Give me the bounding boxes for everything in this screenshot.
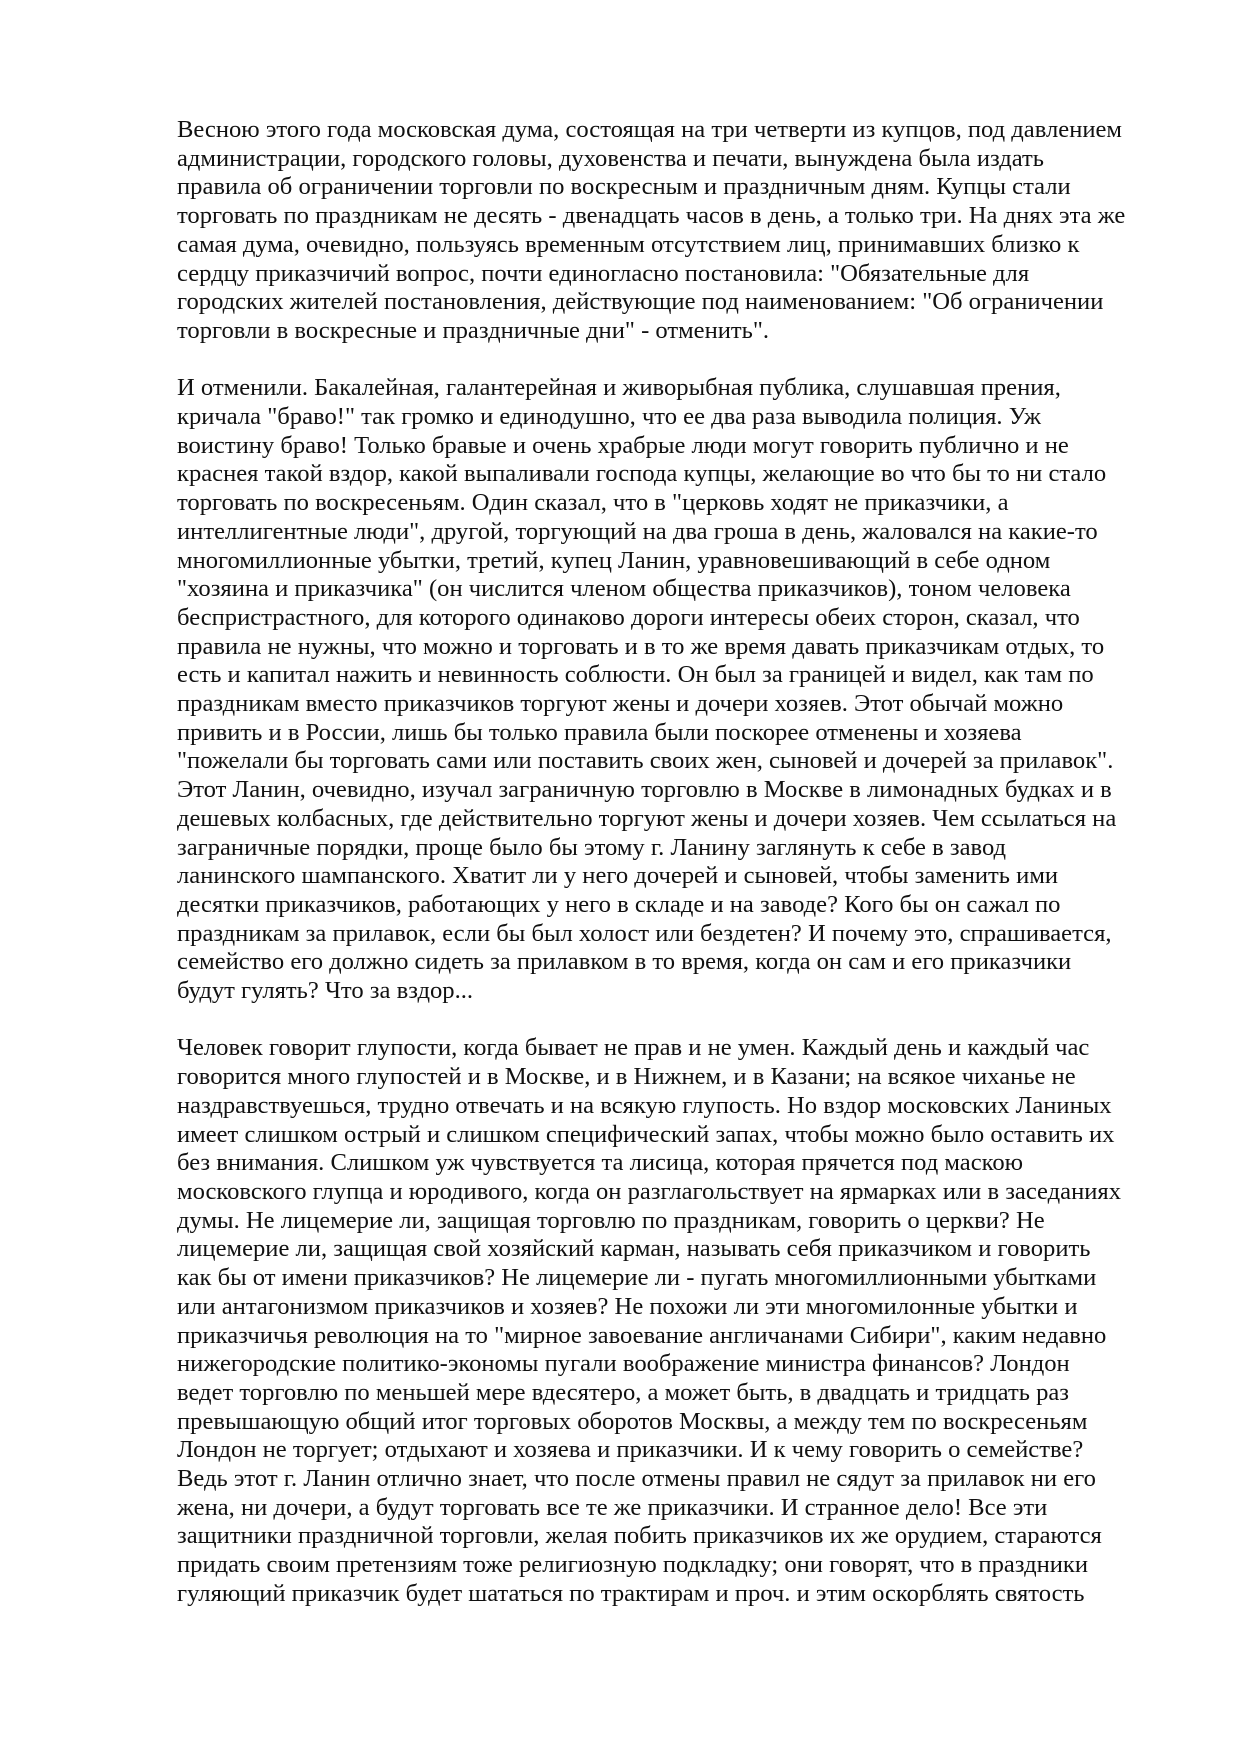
paragraph-duma-rules: Весною этого года московская дума, состоящая на три четверти из купцов, под давлением администрации, городского головы, духовенства и печати, вынуждена была издать правила об ограничении торговли по воскресным и праздничным дням. Купцы стали торговать по праздникам не десять - двенадцать часов в день, а только три. На днях эта же самая дума, очевидно, пользуясь временным отсутствием лиц, принимавших близко к сердцу приказчичий вопрос, почти единогласно постановила: "Обязательные для городских жителей постановления, действующие под наименованием: "Об ограничении торговли в воскресные и праздничные дни" - отменить". [177,116,1126,344]
paragraph-lanin-speech: И отменили. Бакалейная, галантерейная и живорыбная публика, слушавшая прения, кричала "браво!" так громко и единодушно, что ее два раза выводила полиция. Уж воистину браво! Только бравые и очень храбрые люди могут говорить публично и не краснея такой вздор, какой выпаливали господа купцы, желающие во что бы то ни стало торговать по воскресеньям. Один сказал, что в "церковь ходят не приказчики, а интеллигентные люди", другой, торгующий на два гроша в день, жаловался на какие-то многомиллионные убытки, третий, купец Ланин, уравновешивающий в себе одном "хозяина и приказчика" (он числится членом общества приказчиков), тоном человека беспристрастного, для которого одинаково дороги интересы обеих сторон, сказал, что правила не нужны, что можно и торговать и в то же время давать приказчикам отдых, то есть и капитал нажить и невинность соблюсти. Он был за границей и видел, как там по праздникам вместо приказчиков торгуют жены и дочери хозяев. Этот обычай можно привить и в России, лишь бы только правила были поскорее отменены и хозяева "пожелали бы торговать сами или поставить своих жен, сыновей и дочерей за прилавок". Этот Ланин, очевидно, изучал заграничную торговлю в Москве в лимонадных будках и в дешевых колбасных, где действительно торгуют жены и дочери хозяев. Чем ссылаться на заграничные порядки, проще было бы этому г. Ланину заглянуть к себе в завод ланинского шампанского. Хватит ли у него дочерей и сыновей, чтобы заменить ими десятки приказчиков, работающих у него в складе и на заводе? Кого бы он сажал по праздникам за прилавок, если бы был холост или бездетен? И почему это, спрашивается, семейство его должно сидеть за прилавком в то время, когда он сам и его приказчики будут гулять? Что за вздор... [177,374,1117,1005]
paragraph-hypocrisy: Человек говорит глупости, когда бывает не прав и не умен. Каждый день и каждый час говорится много глупостей и в Москве, и в Нижнем, и в Казани; на всякое чиханье не наздравствуешься, трудно отвечать и на всякую глупость. Но вздор московских Ланиных имеет слишком острый и слишком специфический запах, чтобы можно было оставить их без внимания. Слишком уж чувствуется та лисица, которая прячется под маскою московского глупца и юродивого, когда он разглагольствует на ярмарках или в заседаниях думы. Не лицемерие ли, защищая торговлю по праздникам, говорить о церкви? Не лицемерие ли, защищая свой хозяйский карман, называть себя приказчиком и говорить как бы от имени приказчиков? Не лицемерие ли - пугать многомиллионными убытками или антагонизмом приказчиков и хозяев? Не похожи ли эти многомилонные убытки и приказчичья революция на то "мирное завоевание англичанами Сибири", каким недавно нижегородские политико-экономы пугали воображение министра финансов? Лондон ведет торговлю по меньшей мере вдесятеро, а может быть, в двадцать и тридцать раз превышающую общий итог торговых оборотов Москвы, а между тем по воскресеньям Лондон не торгует; отдыхают и хозяева и приказчики. И к чему говорить о семействе? Ведь этот г. Ланин отлично знает, что после отмены правил не сядут за прилавок ни его жена, ни дочери, а будут торговать все те же приказчики. И странное дело! Все эти защитники праздничной торговли, желая побить приказчиков их же орудием, стараются придать своим претензиям тоже религиозную подкладку; они говорят, что в праздники гуляющий приказчик будет шататься по трактирам и проч. и этим оскорблять святость [177,1034,1121,1607]
document-page [177,116,1157,1609]
